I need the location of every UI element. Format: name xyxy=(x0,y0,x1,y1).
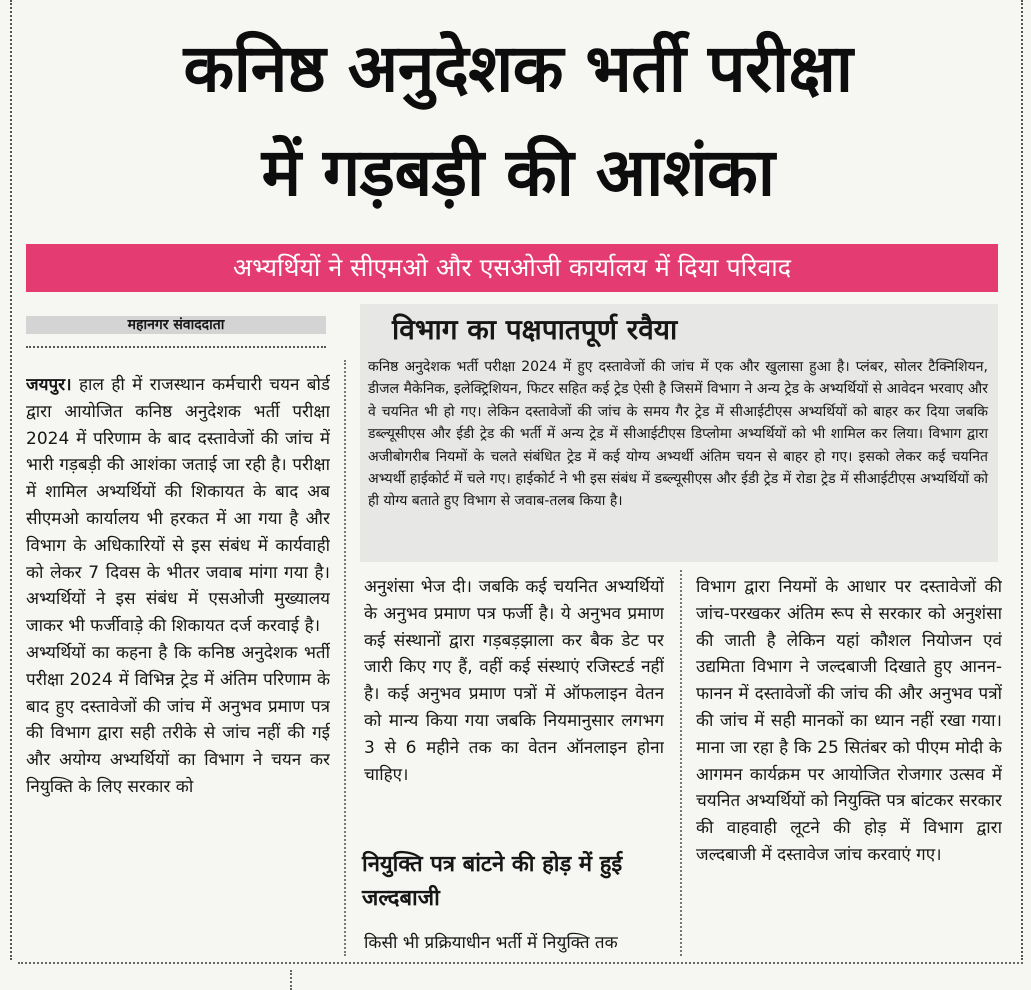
column2-paragraph-2: किसी भी प्रक्रियाधीन भर्ती में नियुक्ति तक xyxy=(364,933,618,953)
subheadline-banner: अभ्यर्थियों ने सीएमओ और एसओजी कार्यालय में दिया परिवाद xyxy=(26,244,998,292)
dateline: जयपुर। xyxy=(26,375,72,395)
sidebar-box-title: विभाग का पक्षपातपूर्ण रवैया xyxy=(392,313,678,346)
bottom-column-divider xyxy=(290,970,292,990)
column-divider-1 xyxy=(344,360,346,956)
byline-divider xyxy=(26,346,326,348)
column3-paragraph-1: विभाग द्वारा नियमों के आधार पर दस्तावेजों की जांच-परखकर अंतिम रूप से सरकार को अनुशंसा की जाती है लेकिन यहां कौशल नियोजन एवं उद्यमिता विभाग ने जल्दबाजी दिखाते हुए आनन-फानन में दस्तावेजों की जांच की और अनुभव पत्रों की जांच में सही मानकों का ध्यान नहीं रखा गया। माना जा रहा है कि 25 सितंबर को पीएम मोदी के आगमन कार्यक्रम पर आयोजित रोजगार उत्सव में चयनित अभ्यर्थियों को नियुक्ति पत्र बांटकर सरकार की वाहवाही लूटने की होड़ में विभाग द्वारा जल्दबाजी में दस्तावेज जांच करवाएं गए। xyxy=(696,577,1002,865)
article-column-2 xyxy=(364,574,664,846)
column-divider-2 xyxy=(680,570,682,956)
headline-line-1: कनिष्ठ अनुदेशक भर्ती परीक्षा xyxy=(183,30,853,107)
byline: महानगर संवाददाता xyxy=(26,316,326,334)
column1-paragraph-1 xyxy=(26,372,330,640)
column1-paragraph-2: अभ्यर्थियों का कहना है कि कनिष्ठ अनुदेशक भर्ती परीक्षा 2024 में विभिन्न ट्रेड में अंतिम परिणाम के बाद हुए दस्तावेजों की जांच में अनुभव प्रमाण पत्र की विभाग द्वारा सही तरीके से जांच नहीं की गई और अयोग्य अभ्यर्थियों का विभाग ने चयन कर नियुक्ति के लिए सरकार को xyxy=(26,642,330,797)
article-column-3 xyxy=(696,574,1002,958)
page-border-right xyxy=(1018,0,1023,960)
column2-paragraph-1: अनुशंसा भेज दी। जबकि कई चयनित अभ्यर्थियों के अनुभव प्रमाण पत्र फर्जी है। ये अनुभव प्रमाण कई संस्थानों द्वारा गड़बड़झाला कर बैक डेट पर जारी किए गए हैं, वहीं कई संस्थाएं रजिस्टर्ड नहीं है। कई अनुभव प्रमाण पत्रों में ऑफलाइन वेतन को मान्य किया गया जबकि नियमानुसार लगभग 3 से 6 महीने तक का वेतन ऑनलाइन होना चाहिए। xyxy=(364,577,664,785)
article-column-1 xyxy=(26,372,330,958)
headline-line-2: में गड़बड़ी की आशंका xyxy=(261,134,775,211)
column1-text-1: हाल ही में राजस्थान कर्मचारी चयन बोर्ड द्वारा आयोजित कनिष्ठ अनुदेशक भर्ती परीक्षा 2024 में परिणाम के बाद दस्तावेजों की जांच में भारी गड़बड़ी की आशंका जताई जा रही है। परीक्षा में शामिल अभ्यर्थियों की शिकायत के बाद अब सीएमओ कार्यालय भी हरकत में आ गया है और विभाग के अधिकारियों से इस संबंध में कार्यवाही को लेकर 7 दिवस के भीतर जवाब मांगा गया है। अभ्यर्थियों ने इस संबंध में एसओजी मुख्यालय जाकर भी फर्जीवाड़े की शिकायत दर्ज करवाई है। xyxy=(26,375,330,637)
column2-subheading: नियुक्ति पत्र बांटने की होड़ में हुई जल्दबाजी xyxy=(362,852,623,911)
sidebar-box-text: कनिष्ठ अनुदेशक भर्ती परीक्षा 2024 में हुए दस्तावेजों की जांच में एक और खुलासा हुआ है। प्लंबर, सोलर टैक्निशियन, डीजल मैकेनिक, इलेक्ट्रिशियन, फिटर सहित कई ट्रेड ऐसी है जिसमें विभाग ने अन्य ट्रेड के अभ्यर्थियों से आवेदन भरवाए और वे चयनित भी हो गए। लेकिन दस्तावेजों की जांच के समय गैर ट्रेड में सीआईटीएस अभ्यर्थियों को बाहर कर दिया जबकि डब्ल्यूसीएस और ईडी ट्रेड की भर्ती में अन्य ट्रेड में सीआईटीएस डिप्लोमा अभ्यर्थियों को भी शामिल कर लिया। विभाग द्वारा अजीबोगरीब नियमों के चलते संबंधित ट्रेड में कई योग्य अभ्यर्थी अंतिम चयन से बाहर हो गए। इसको लेकर कई चयनित अभ्यर्थी हाईकोर्ट में चले गए। हाईकोर्ट ने भी इस संबंध में डब्ल्यूसीएस और ईडी ट्रेड में रोडा ट्रेड में सीआईटीएस अभ्यर्थियों को ही योग्य बताते हुए विभाग से जवाब-तलब किया है। xyxy=(368,359,988,510)
page-border-left xyxy=(10,0,15,960)
bottom-divider xyxy=(18,962,1023,964)
